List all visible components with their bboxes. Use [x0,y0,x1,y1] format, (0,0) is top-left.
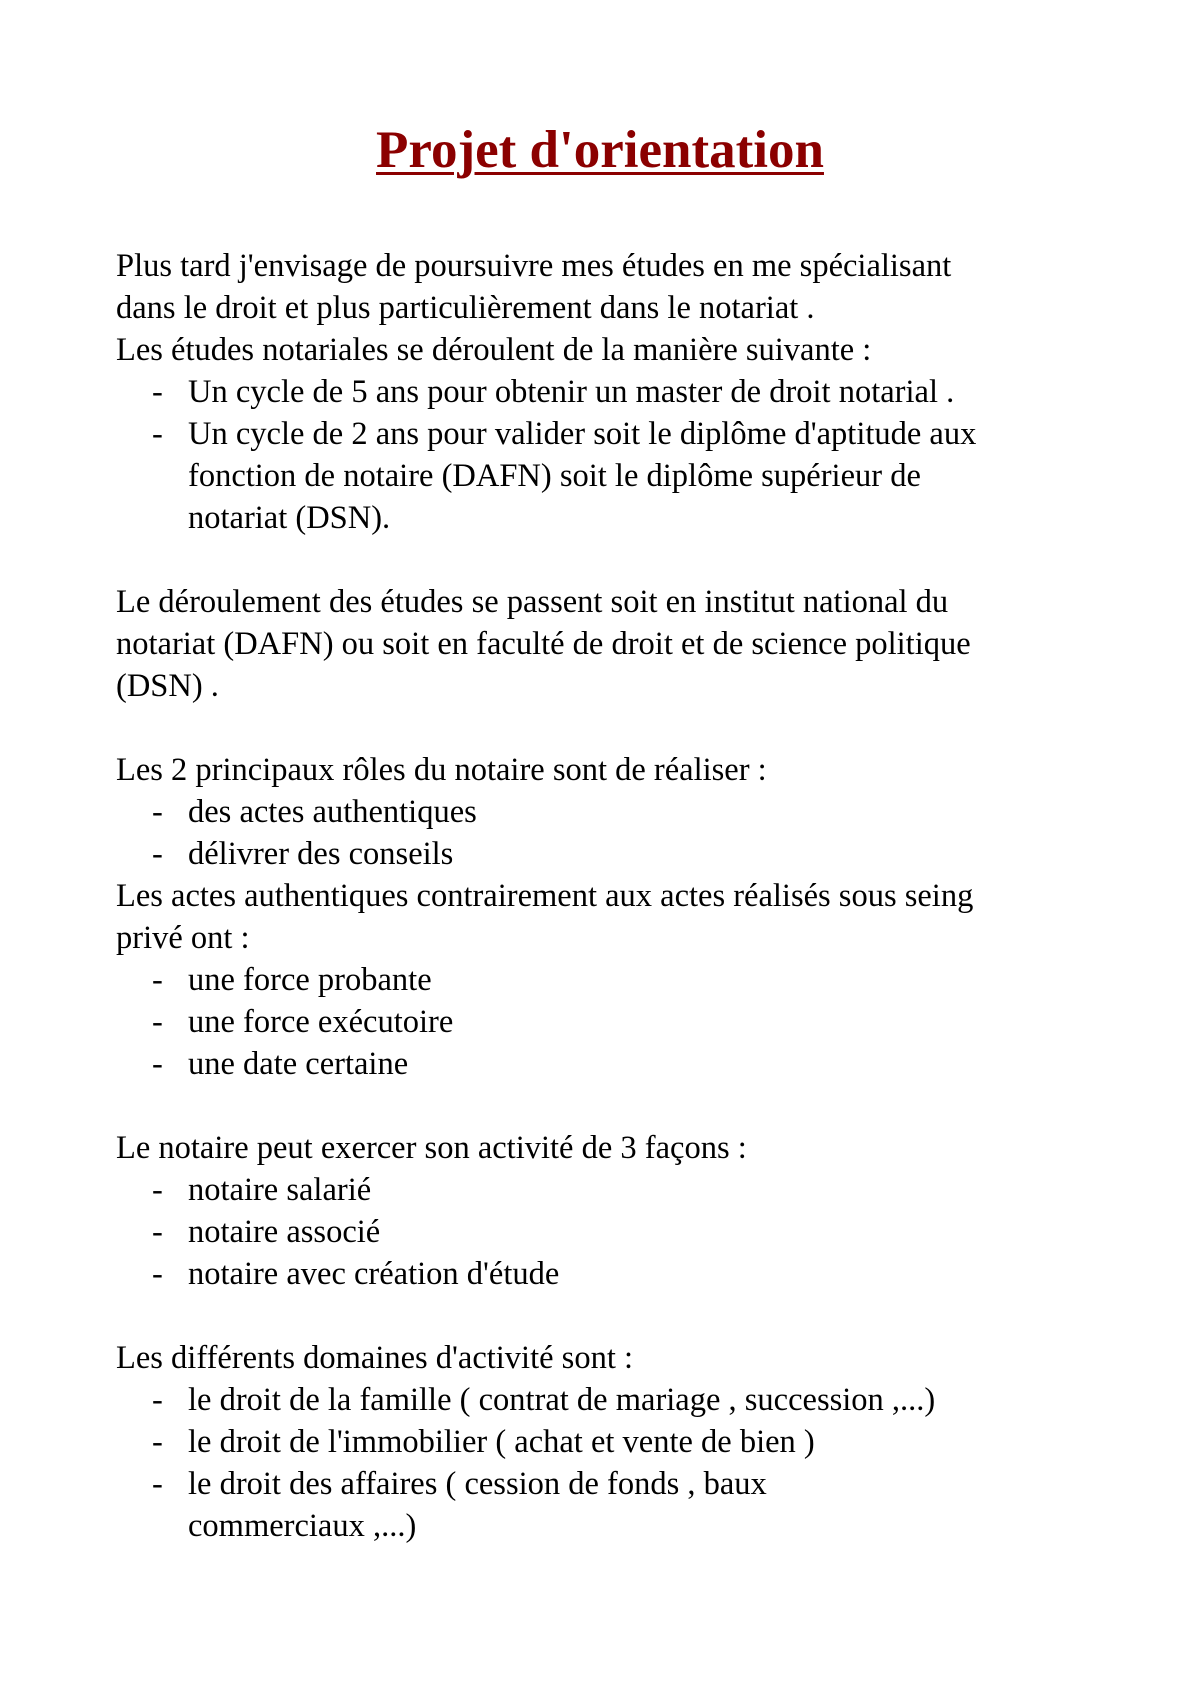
list-item [116,1169,1106,1211]
bullet-dash: - [152,1424,163,1460]
roles-lead: Les 2 principaux rôles du notaire sont de réaliser : [116,752,767,788]
bullet-dash: - [152,1214,163,1250]
list-item-text: Un cycle de 2 ans pour valider soit le diplôme d'aptitude aux [188,416,977,452]
exercice-lead: Le notaire peut exercer son activité de 3 façons : [116,1130,747,1166]
domaines-lead: Les différents domaines d'activité sont : [116,1340,634,1376]
list-item-continuation [116,455,1106,497]
list-item [116,833,1106,875]
list-item-text: le droit des affaires ( cession de fonds , baux [188,1466,767,1502]
list-item [116,1001,1106,1043]
list-item-text: une date certaine [188,1046,409,1082]
list-item-text: délivrer des conseils [188,836,454,872]
list-item-text: une force exécutoire [188,1004,454,1040]
list-item-text: notaire salarié [188,1172,372,1208]
bullet-dash: - [152,1172,163,1208]
list-item [116,1379,1106,1421]
bullet-dash: - [152,836,163,872]
list-item-text: notaire avec création d'étude [188,1256,560,1292]
deroulement-line: (DSN) . [116,668,219,704]
list-item-text: le droit de l'immobilier ( achat et vente de bien ) [188,1424,815,1460]
list-item-text: notariat (DSN). [188,500,391,536]
list-item [116,1043,1106,1085]
list-item-text: une force probante [188,962,432,998]
bullet-dash: - [152,374,163,410]
list-item-text: des actes authentiques [188,794,477,830]
list-item-continuation [116,1505,1106,1547]
list-item-continuation [116,497,1106,539]
list-item-text: le droit de la famille ( contrat de mariage , succession ,...) [188,1382,936,1418]
deroulement-line: Le déroulement des études se passent soit en institut national du [116,584,949,620]
bullet-dash: - [152,1046,163,1082]
list-item [116,959,1106,1001]
bullet-dash: - [152,1004,163,1040]
list-item-text: fonction de notaire (DAFN) soit le diplôme supérieur de [188,458,921,494]
paragraph-spacer [116,1085,1106,1127]
deroulement-line: notariat (DAFN) ou soit en faculté de droit et de science politique [116,626,971,662]
paragraph-spacer [116,1295,1106,1337]
bullet-dash: - [152,1382,163,1418]
list-item [116,1211,1106,1253]
page-title: Projet d'orientation [376,121,824,179]
bullet-dash: - [152,416,163,452]
list-item [116,371,1106,413]
list-item-text: commerciaux ,...) [188,1508,417,1544]
paragraph-spacer [116,707,1106,749]
list-item [116,1253,1106,1295]
list-item-text: Un cycle de 5 ans pour obtenir un master de droit notarial . [188,374,955,410]
intro-line: dans le droit et plus particulièrement dans le notariat . [116,290,815,326]
studies-lead: Les études notariales se déroulent de la manière suivante : [116,332,872,368]
list-item [116,1421,1106,1463]
bullet-dash: - [152,1256,163,1292]
intro-line: Plus tard j'envisage de poursuivre mes études en me spécialisant [116,248,952,284]
list-item [116,791,1106,833]
actes-lead: Les actes authentiques contrairement aux actes réalisés sous seing [116,878,974,914]
bullet-dash: - [152,962,163,998]
actes-lead: privé ont : [116,920,250,956]
list-item [116,1463,1106,1505]
list-item-text: notaire associé [188,1214,381,1250]
bullet-dash: - [152,794,163,830]
bullet-dash: - [152,1466,163,1502]
paragraph-spacer [116,539,1106,581]
document-body [116,245,1106,1547]
list-item [116,413,1106,455]
